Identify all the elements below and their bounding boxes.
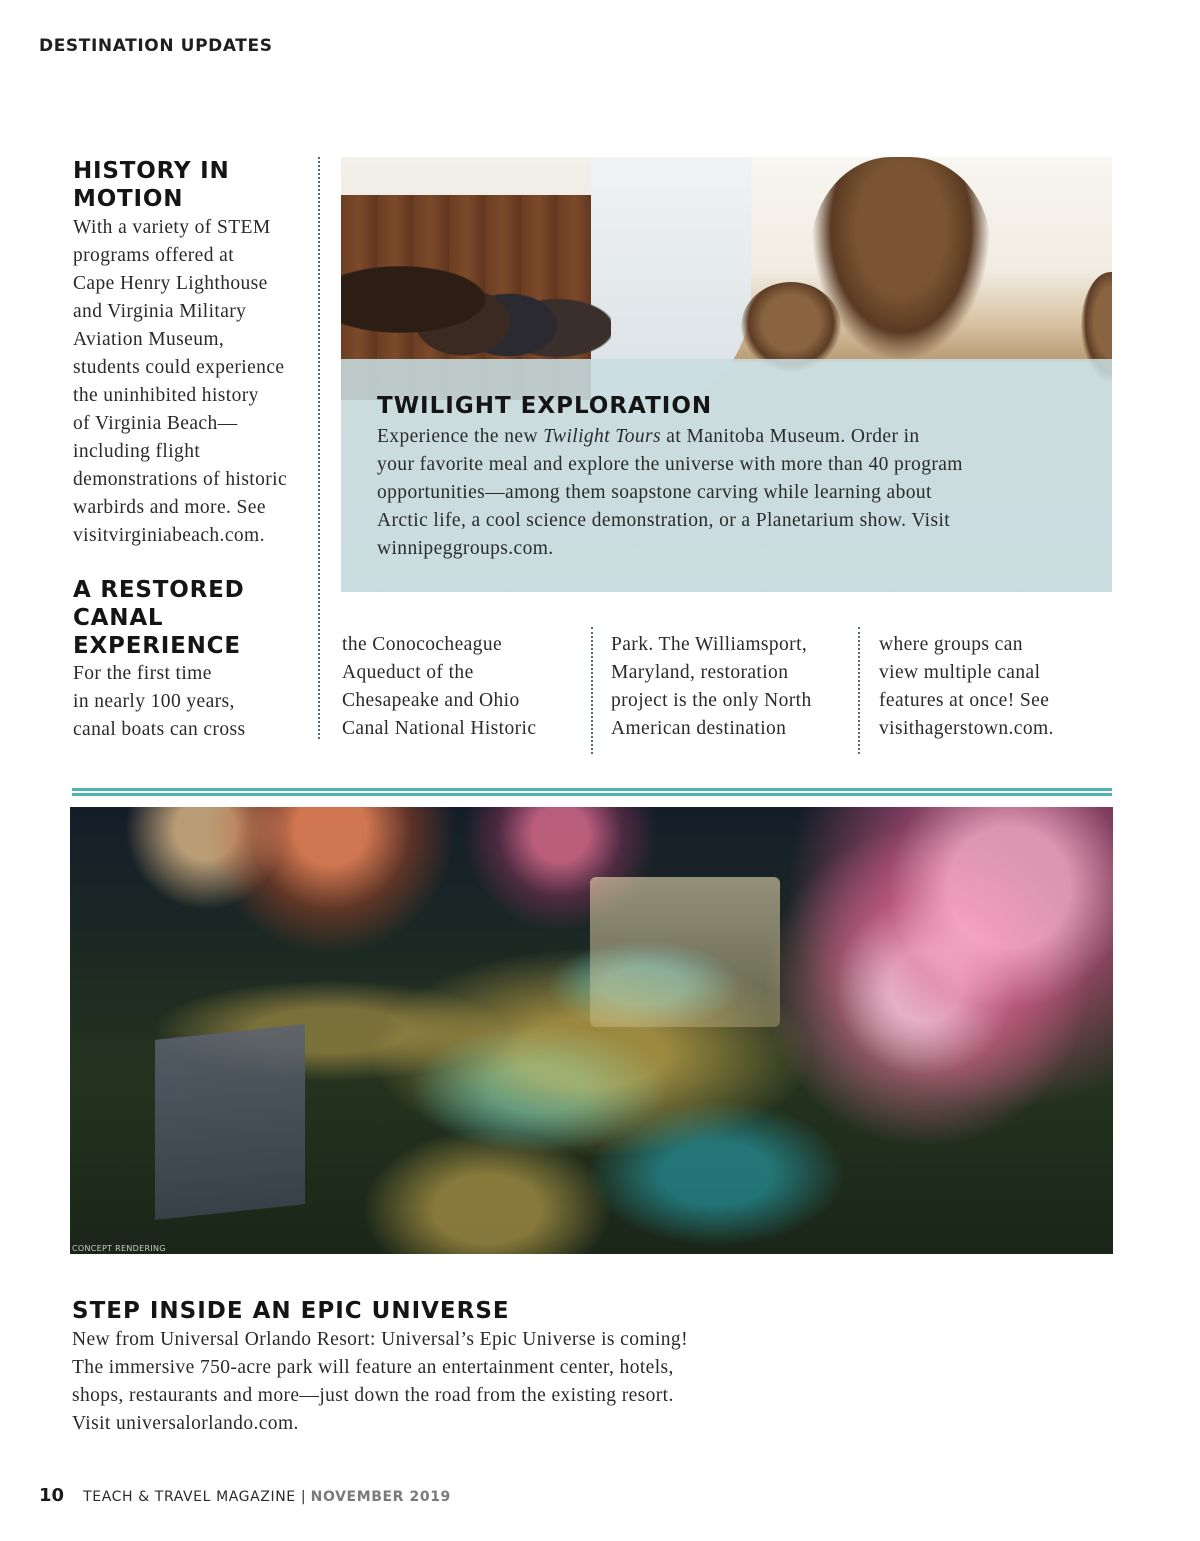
canal-line: project is the only North <box>611 690 812 711</box>
canal-col-2 <box>342 631 582 743</box>
epic-body-line: shops, restaurants and more—just down the road from the existing resort. <box>72 1385 674 1406</box>
canal-line: Maryland, restoration <box>611 662 789 683</box>
history-body-line: including flight <box>73 441 201 462</box>
page-number: 10 <box>39 1485 65 1506</box>
twilight-body-line: your favorite meal and explore the universe with more than 40 program <box>377 454 963 475</box>
show-building <box>155 1024 305 1220</box>
history-body-line: Aviation Museum, <box>73 329 225 350</box>
canal-col-4 <box>879 631 1109 743</box>
canal-title-line: A RESTORED <box>73 577 245 603</box>
publication-name: TEACH & TRAVEL MAGAZINE <box>83 1489 296 1505</box>
section-divider-rule <box>72 788 1112 796</box>
twilight-body <box>377 423 1097 563</box>
canal-divider-2 <box>858 627 860 754</box>
canal-line: Park. The Williamsport, <box>611 634 808 655</box>
twilight-body-line <box>377 423 1097 451</box>
canal-line: the Conococheague <box>342 634 503 655</box>
history-title-line: HISTORY IN <box>73 158 230 184</box>
canal-col-1 <box>73 660 313 744</box>
canal-line: Aqueduct of the <box>342 662 474 683</box>
canal-line: where groups can <box>879 634 1023 655</box>
column-divider <box>318 157 320 739</box>
twilight-body-line: winnipeggroups.com. <box>377 538 554 559</box>
canal-title-line: EXPERIENCE <box>73 633 241 659</box>
history-body-line: students could experience <box>73 357 285 378</box>
history-title <box>73 157 230 213</box>
canal-line: American destination <box>611 718 787 739</box>
bison-figure <box>811 157 991 362</box>
students-group <box>341 217 611 367</box>
history-body-line: the uninhibited history <box>73 385 259 406</box>
canal-line: For the first time <box>73 663 212 684</box>
history-body <box>73 214 318 550</box>
canal-line: canal boats can cross <box>73 719 246 740</box>
epic-body <box>72 1326 832 1438</box>
epic-body-line: New from Universal Orlando Resort: Universal’s Epic Universe is coming! <box>72 1329 688 1350</box>
history-body-line: With a variety of STEM <box>73 217 271 238</box>
history-title-line: MOTION <box>73 186 184 212</box>
concept-rendering-caption: CONCEPT RENDERING <box>72 1244 166 1253</box>
canal-line: Chesapeake and Ohio <box>342 690 520 711</box>
history-body-line: visitvirginiabeach.com. <box>73 525 265 546</box>
canal-line: in nearly 100 years, <box>73 691 235 712</box>
canal-line: features at once! See <box>879 690 1050 711</box>
section-label: DESTINATION UPDATES <box>39 36 273 56</box>
footer-separator: | <box>300 1489 306 1505</box>
canal-line: Canal National Historic <box>342 718 537 739</box>
canal-title <box>73 576 245 660</box>
twilight-body-line: opportunities—among them soapstone carving while learning about <box>377 482 932 503</box>
canal-line: visithagerstown.com. <box>879 718 1054 739</box>
history-body-line: and Virginia Military <box>73 301 247 322</box>
epic-title: STEP INSIDE AN EPIC UNIVERSE <box>72 1298 510 1324</box>
twilight-tours-italic: Twilight Tours <box>543 426 662 447</box>
twilight-line-pre: Experience the new <box>377 426 544 447</box>
history-body-line: warbirds and more. See <box>73 497 266 518</box>
canal-line: view multiple canal <box>879 662 1041 683</box>
epic-body-line: The immersive 750-acre park will feature an entertainment center, hotels, <box>72 1357 674 1378</box>
hotel-building <box>590 877 780 1027</box>
canal-col-3 <box>611 631 851 743</box>
twilight-title: TWILIGHT EXPLORATION <box>377 393 713 419</box>
twilight-body-line: Arctic life, a cool science demonstration, or a Planetarium show. Visit <box>377 510 951 531</box>
epic-body-line: Visit universalorlando.com. <box>72 1413 299 1434</box>
page-footer <box>39 1485 451 1506</box>
twilight-line-post: at Manitoba Museum. Order in <box>661 426 920 447</box>
history-body-line: of Virginia Beach— <box>73 413 238 434</box>
history-body-line: demonstrations of historic <box>73 469 288 490</box>
issue-date: NOVEMBER 2019 <box>310 1489 451 1505</box>
epic-universe-image <box>70 807 1113 1254</box>
history-body-line: programs offered at <box>73 245 235 266</box>
canal-divider-1 <box>591 627 593 754</box>
history-body-line: Cape Henry Lighthouse <box>73 273 268 294</box>
canal-title-line: CANAL <box>73 605 164 631</box>
